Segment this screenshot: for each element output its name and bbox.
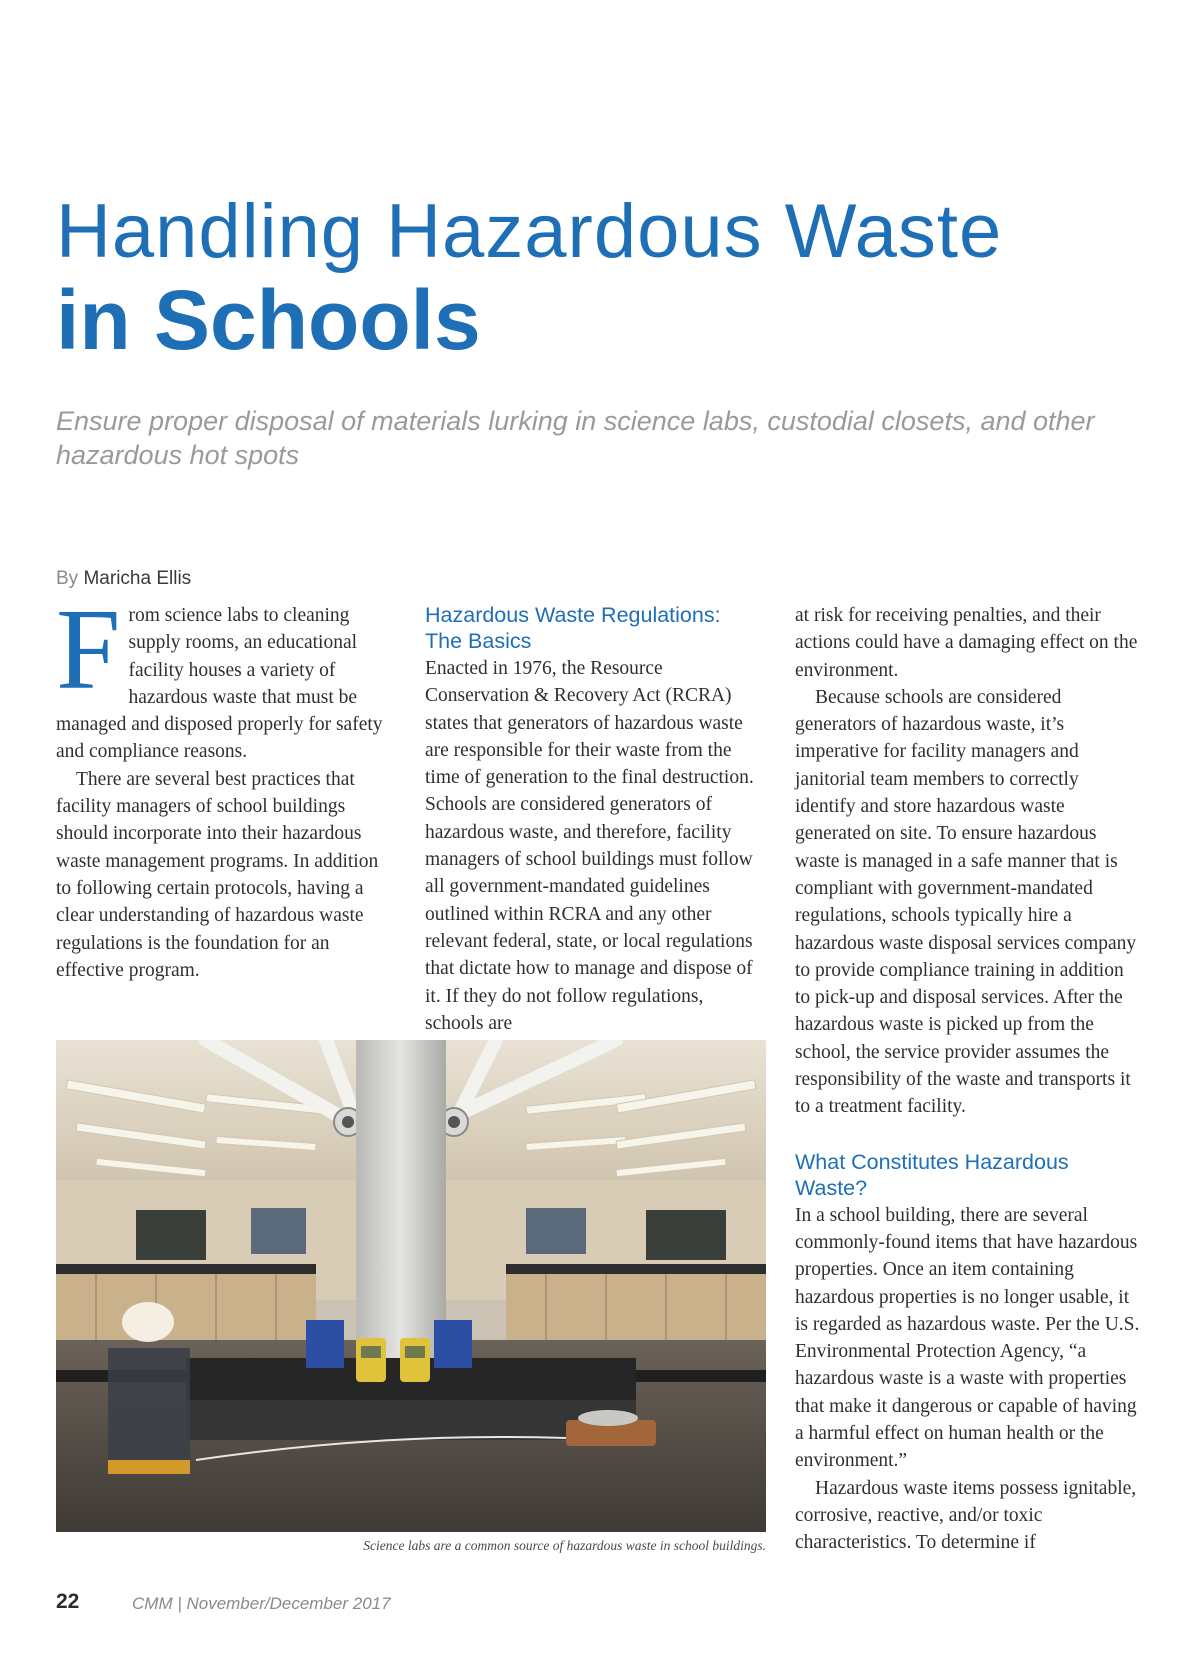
photo-caption: Science labs are a common source of hazardous waste in school buildings. <box>363 1538 766 1553</box>
issue-line: CMM | November/December 2017 <box>132 1594 391 1613</box>
body-paragraph: There are several best practices that facility managers of school buildings should incorporate into their hazardous waste management programs. In addition to following certain protocols, having a clear understanding of hazardous waste regulations is the foundation for an effective program. <box>56 768 379 981</box>
body-paragraph: Enacted in 1976, the Resource Conservation & Recovery Act (RCRA) states that generators of hazardous waste are responsible for their waste from the time of generation to the final destruction. Schools are considered generators of hazardous waste, and therefore, facility managers of school buildings must follow all government-mandated guidelines outlined within RCRA and any other relevant federal, state, or local regulations that dictate how to manage and dispose of it. If they do not follow regulations, schools are <box>425 658 754 1034</box>
headline-line-1: Handling Hazardous Waste <box>56 189 1003 274</box>
page-number: 22 <box>56 1590 80 1613</box>
drop-cap: F <box>56 586 121 714</box>
article-column-2 <box>425 602 763 1037</box>
section-heading-regulations: Hazardous Waste Regulations: The Basics <box>425 603 721 653</box>
body-paragraph: at risk for receiving penalties, and their actions could have a damaging effect on the environment. <box>795 605 1138 681</box>
intro-paragraph-text: rom science labs to cleaning supply rooms, an educational facility houses a variety of hazardous waste that must be managed and disposed properly for safety and compliance reasons. <box>56 605 383 763</box>
section-heading-what-constitutes: What Constitutes Hazardous Waste? <box>795 1149 1069 1200</box>
body-paragraph: Hazardous waste items possess ignitable, corrosive, reactive, and/or toxic characteristics. To determine if <box>795 1477 1137 1554</box>
byline-author: Maricha Ellis <box>83 568 192 589</box>
science-lab-photo <box>56 1040 766 1532</box>
headline-line-2: in Schools <box>56 273 481 367</box>
deck-subtitle: Ensure proper disposal of materials lurking in science labs, custodial closets, and other hazardous hot spots <box>56 406 1095 470</box>
body-paragraph: In a school building, there are several commonly-found items that have hazardous properties. Once an item containing hazardous properties is no longer usable, it is regarded as hazardous waste. Per the U.S. Environmental Protection Agency, “a hazardous waste is a waste with properties that make it dangerous or capable of having a harmful effect on human health or the environment.” <box>795 1204 1140 1472</box>
byline-prefix: By <box>56 568 79 589</box>
science-lab-illustration <box>56 1040 766 1532</box>
article-column-3 <box>795 602 1141 1557</box>
body-paragraph: Because schools are considered generators of hazardous waste, it’s imperative for facility managers and janitorial team members to correctly identify and store hazardous waste generated on site. To ensure hazardous waste is managed in a safe manner that is compliant with government-mandated regulations, schools typically hire a hazardous waste disposal services company to provide compliance training in addition to pick-up and disposal services. After the hazardous waste is picked up from the school, the service provider assumes the responsibility of the waste and transports it to a treatment facility. <box>795 686 1137 1118</box>
intro-paragraph <box>56 586 394 766</box>
article-column-1 <box>56 586 394 984</box>
